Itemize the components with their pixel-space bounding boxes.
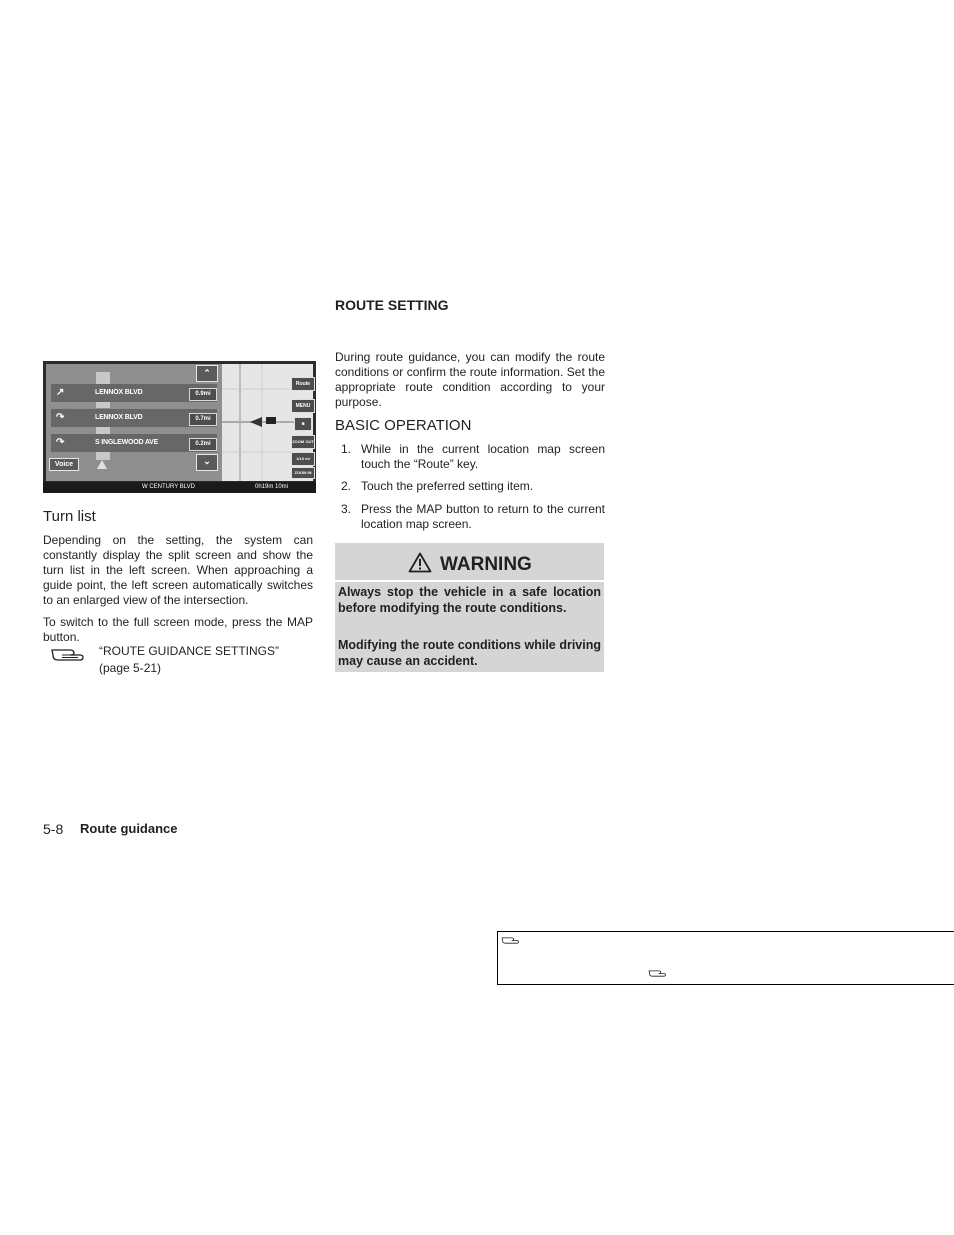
voice-button[interactable]: Voice [49,458,79,471]
turn-street: LENNOX BLVD [95,414,143,421]
current-street: W CENTURY BLVD [142,484,196,490]
scroll-up-button[interactable] [196,365,218,382]
reference-link[interactable] [99,643,279,677]
reference-hand-icon [501,934,519,946]
warning-text: Modifying the route conditions while driving may cause an accident. [338,638,601,668]
page-number: 5-8 [43,821,64,837]
save-icon[interactable]: ■ [294,417,312,431]
warning-title: WARNING [440,554,532,575]
warning-header [335,543,604,580]
basic-operation-heading: BASIC OPERATION [335,417,472,434]
map-button-paragraph: To switch to the full screen mode, press the MAP button. [43,615,313,644]
turn-distance: 0.2mi [189,438,217,451]
warning-text: Always stop the vehicle in a safe location before modifying the route conditions. [338,585,601,615]
chevron-down-icon: ⌄ [203,456,211,466]
scroll-down-button[interactable] [196,454,218,471]
step-text: While in the current location map screen touch the “Route” key. [361,442,605,471]
scale-indicator: 1/10 mi [291,452,315,466]
reference-hand-icon [50,645,84,668]
step-text: Touch the preferred setting item. [361,479,534,493]
route-button[interactable]: Route [291,377,315,391]
step-number: 1. [341,442,352,456]
zoom-out-button[interactable]: ZOOM OUT [291,435,315,449]
status-bar [43,482,316,493]
step-number: 3. [341,502,352,516]
section-heading: ROUTE SETTING [335,297,449,313]
turn-right-icon: ↷ [56,437,65,448]
step-number: 2. [341,479,352,493]
reference-page: (page 5-21) [99,661,162,675]
reference-title: “ROUTE GUIDANCE SETTINGS” [99,644,280,658]
section-name: Route guidance [80,821,178,836]
warning-box [335,543,604,672]
menu-button[interactable]: MENU [291,399,315,413]
chevron-up-icon: ⌃ [203,368,211,378]
turn-row[interactable] [51,384,217,402]
steps-list [335,442,605,537]
turn-row[interactable] [51,434,217,452]
warning-divider [335,580,604,582]
turn-right-icon: ↗ [56,387,65,398]
reference-box [497,931,954,985]
step-text: Press the MAP button to return to the current location map screen. [361,502,605,531]
vehicle-position-icon [97,460,107,469]
turn-list-heading: Turn list [43,508,96,525]
zoom-in-button[interactable]: ZOOM IN [291,467,315,479]
reference-hand-icon [648,967,666,979]
route-intro-paragraph: During route guidance, you can modify the route conditions or confirm the route information. Set the appropriate route condition according to your purpose. [335,350,605,409]
turn-list-screenshot [43,361,316,493]
turn-distance: 0.9mi [189,388,217,401]
turn-right-icon: ↷ [56,412,65,423]
turn-row[interactable] [51,409,217,427]
turn-distance: 0.7mi [189,413,217,426]
turn-street: S INGLEWOOD AVE [95,439,159,446]
trip-info: 0h19m 10mi [255,484,289,490]
warning-triangle-icon [408,552,432,573]
turn-street: LENNOX BLVD [95,389,143,396]
turn-list-paragraph: Depending on the setting, the system can constantly display the split screen and show the turn list in the left screen. When approaching a guide point, the left screen automatically switches to an enlarged view of the intersection. [43,533,313,607]
